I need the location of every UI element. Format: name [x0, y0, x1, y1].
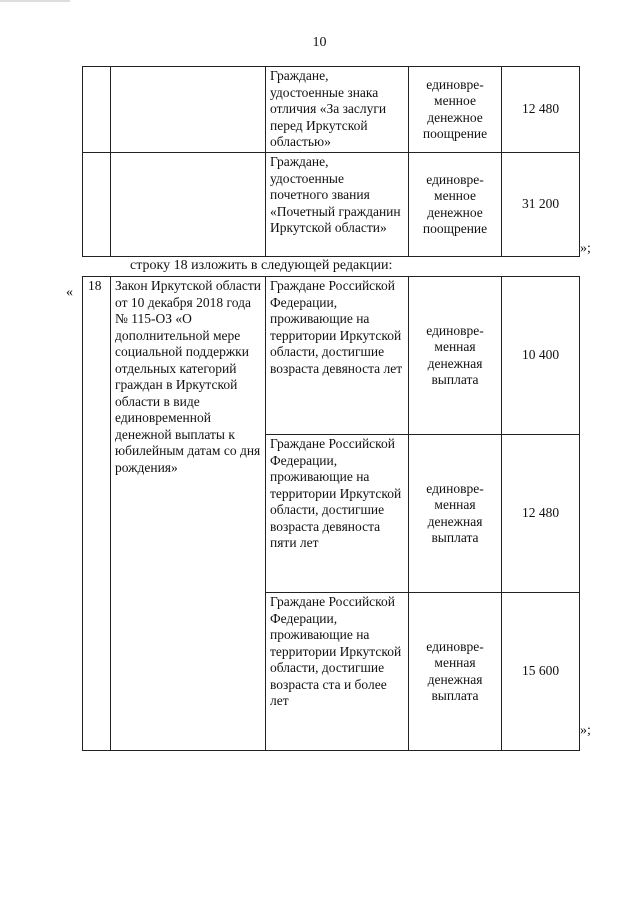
row-number-cell: 18: [83, 277, 111, 751]
amount-cell: 12 480: [502, 67, 580, 153]
award-type-cell: единовре-менное денежное поощрение: [409, 153, 502, 257]
law-cell: Закон Иркутской области от 10 декабря 2018 года № 115-ОЗ «О дополнительной мере социальной поддержки отдельных категорий граждан в Иркутской области в виде единовременной денежной выплаты к юбилейным датам со дня рождения»: [111, 277, 266, 751]
recipient-cell: Граждане Российской Федерации, проживающие на территории Иркутской области, достигшие возраста девяноста лет: [266, 277, 409, 435]
page-number: 10: [312, 35, 327, 50]
amount-cell: 15 600: [502, 593, 580, 751]
scan-artifact: [0, 0, 70, 2]
closing-quote-2: »;: [580, 723, 591, 738]
table-row: [83, 153, 580, 257]
award-type-cell: единовре-менная денежная выплата: [409, 435, 502, 593]
award-type-cell: единовре-менная денежная выплата: [409, 593, 502, 751]
row-number-cell: [83, 67, 111, 153]
amount-cell: 31 200: [502, 153, 580, 257]
row-number-cell: [83, 153, 111, 257]
recipient-cell: Граждане, удостоенные почетного звания «Почетный гражданин Иркутской области»: [266, 153, 409, 257]
amount-cell: 12 480: [502, 435, 580, 593]
award-type-cell: единовре-менная денежная выплата: [409, 277, 502, 435]
instruction-text: строку 18 изложить в следующей редакции:: [130, 258, 393, 273]
table-row: [83, 277, 580, 435]
opening-quote: «: [66, 285, 73, 300]
law-cell: [111, 153, 266, 257]
amount-cell: 10 400: [502, 277, 580, 435]
law-cell: [111, 67, 266, 153]
recipient-cell: Граждане Российской Федерации, проживающие на территории Иркутской области, достигшие возраста девяноста пяти лет: [266, 435, 409, 593]
recipient-cell: Граждане Российской Федерации, проживающие на территории Иркутской области, достигшие возраста ста и более лет: [266, 593, 409, 751]
table-row-18: [82, 276, 580, 751]
award-type-cell: единовре-менное денежное поощрение: [409, 67, 502, 153]
table-row: [83, 67, 580, 153]
table-continuation: [82, 66, 580, 257]
closing-quote-1: »;: [580, 241, 591, 256]
recipient-cell: Граждане, удостоенные знака отличия «За заслуги перед Иркутской областью»: [266, 67, 409, 153]
